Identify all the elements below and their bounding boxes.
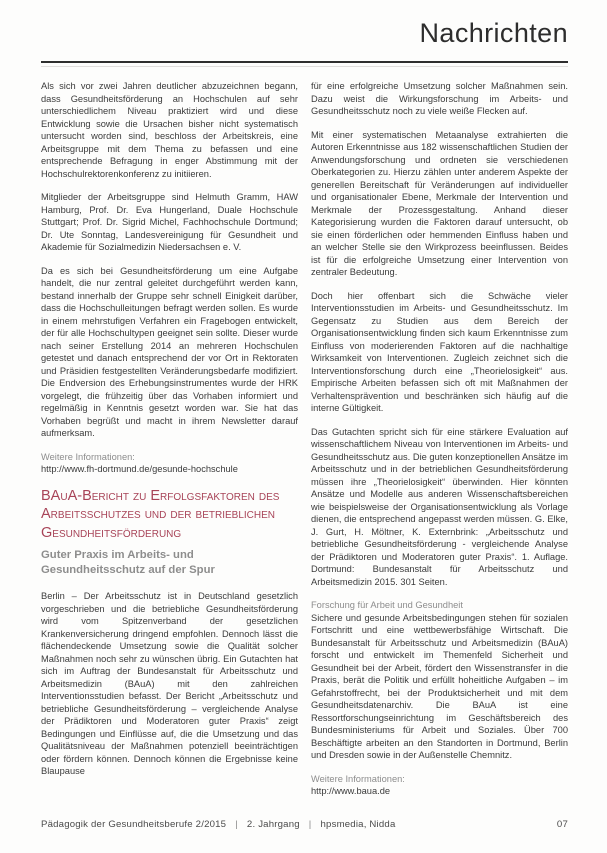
- section-heading: BAuA-Bericht zu Erfolgsfaktoren des Arbeitsschutzes und der betrieblichen Gesundheitsförderung: [41, 487, 280, 541]
- news-paragraph: Als sich vor zwei Jahren deutlicher abzuzeichnen begann, dass Gesundheitsförderung an Hochschulen auf sehr unterschiedlichem Niveau praktiziert wird und diese Entwicklung sowie die Ursachen bisher nicht systematisch untersucht worden sind, beschloss der Arbeitskreis, eine Arbeitsgruppe mit dem Thema zu befassen und eine entsprechende Befragung in enger Abstimmung mit der Hochschulrektorenkonferenz zu initiieren.: [41, 81, 298, 179]
- page-footer: [41, 819, 568, 830]
- header-rule: [41, 61, 568, 63]
- news-paragraph: Doch hier offenbart sich die Schwäche vieler Interventionsstudien im Arbeits- und Gesundheitsschutz. Im Gegensatz zu Studien aus dem Bereich der Organisationsentwicklung finden sich kaum Erkenntnisse zum Einfluss von moderierenden Faktoren auf die nachhaltige Wirksamkeit von Interventionen. Zugleich zeichnet sich die Interventionsforschung durch eine „Theorielosigkeit“ aus. Empirische Arbeiten befassen sich oft mit Maßnahmen der Verhaltensprävention und beschränken sich häufig auf die interne Gültigkeit.: [311, 290, 568, 413]
- news-paragraph: Sichere und gesunde Arbeitsbedingungen stehen für sozialen Fortschritt und eine wettbewerbsfähige Wirtschaft. Die Bundesanstalt für Arbeitsschutz und Arbeitsmedizin (BAuA) forscht und entwickelt im Themenfeld Sicherheit und Gesundheit bei der Arbeit, fördert den Wissenstransfer in die Praxis, berät die Politik und erfüllt hoheitliche Aufgaben – im Gefahrstoffrecht, bei der Produktsicherheit und mit dem Gesundheitsdatenarchiv. Die BAuA ist eine Ressortforschungseinrichtung im Geschäftsbereich des Bundesministeriums für Arbeit und Soziales. Über 700 Beschäftigte arbeiten an den Standorten in Dortmund, Berlin und Dresden sowie in der Außenstelle Chemnitz.: [311, 612, 568, 760]
- news-paragraph: Da es sich bei Gesundheitsförderung um eine Aufgabe handelt, die nur zentral geleitet durchgeführt werden kann, bestand innerhalb der Gruppe sehr schnell Einigkeit darüber, dass die Hochschulleitungen befragt werden sollen. Es wurde in einem mehrstufigen Verfahren ein Fragebogen entwickelt, der für alle Hochschultypen geeignet sein sollte. Dieser wurde nach seiner Erstellung 2014 an mehreren Hochschulen getestet und danach entsprechend der vor Ort in Rektoraten und Präsidien festgestellten Veränderungsbedarfe modifiziert. Die Endversion des Erhebungsinstrumentes wurde der HRK vorgelegt, die frühzeitig über das Vorhaben informiert und regelmäßig in Kenntnis gesetzt worden war. Sie hat das Vorhaben begrüßt und macht in ihrem Newsletter darauf aufmerksam.: [41, 265, 298, 438]
- more-info-block: [41, 451, 298, 476]
- right-column: [311, 80, 568, 809]
- footer-page-number: 07: [556, 819, 568, 830]
- news-paragraph: Mitglieder der Arbeitsgruppe sind Helmuth Gramm, HAW Hamburg, Prof. Dr. Eva Hungerland, Duale Hochschule Stuttgart; Prof. Dr. Sigrid Michel, Fachhochschule Dortmund; Dr. Ute Sonntag, Landesvereinigung für Gesundheit und Akademie für Sozialmedizin Niedersachsen e. V.: [41, 192, 298, 252]
- footer-separator: |: [308, 819, 312, 830]
- header-rule-shadow: [41, 66, 568, 67]
- more-info-url: http://www.baua.de: [311, 786, 391, 796]
- inline-subheading: Forschung für Arbeit und Gesundheit: [311, 600, 463, 610]
- footer-separator: |: [235, 819, 238, 830]
- footer-journal: Pädagogik der Gesundheitsberufe 2/2015: [41, 819, 227, 830]
- more-info-label: Weitere Informationen:: [311, 773, 405, 784]
- article-body: [41, 80, 568, 809]
- news-paragraph: Das Gutachten spricht sich für eine stärkere Evaluation auf wissenschaftlichem Niveau von Interventionen im Arbeits- und Gesundheitsschutz aus. Die guten konzeptionellen Ansätze im Arbeitsschutz und in der betrieblichen Gesundheitsförderung müssen ihre „Theorielosigkeit“ überwinden. Hier könnten Ansätze und Modelle aus anderen Wissenschaftsbereichen wie beispielsweise der Organisationsentwicklung als Vorlage dienen, die entsprechend angepasst werden müssen. G. Elke, J. Gurt, H. Möltner, K. Externbrink: „Arbeitsschutz und betriebliche Gesundheitsförderung - vergleichende Analyse der Prädiktoren und Moderatoren guter Praxis“. 1. Auflage. Dortmund: Bundesanstalt für Arbeitsschutz und Arbeitsmedizin 2015. 301 Seiten.: [311, 426, 568, 587]
- left-column: [41, 80, 298, 809]
- footer-publisher: hpsmedia, Nidda: [320, 819, 396, 830]
- more-info-block: [311, 773, 568, 798]
- news-paragraph: Berlin – Der Arbeitsschutz ist in Deutschland gesetzlich vorgeschrieben und die betriebliche Gesundheitsförderung wird vom Spitzenverband der gesetzlichen Krankenversicherung dringend empfohlen. Dennoch lässt die flächendeckende Umsetzung sowie die Qualität solcher Maßnahmen noch sehr zu wünschen übrig. Ein Gutachten hat sich im Auftrag der Bundesanstalt für Arbeitsschutz und Arbeitsmedizin (BAuA) mit den zahlreichen Interventionsstudien befasst. Der Bericht „Arbeitsschutz und betriebliche Gesundheitsförderung – vergleichende Analyse der Prädiktoren und Moderatoren guter Praxis“ zeigt Bedingungen und Einflüsse auf, die die Umsetzung und das Qualitätsniveau der Maßnahmen potenziell beeinträchtigen oder fördern können. Dennoch können die Ergebnisse keine Blaupause: [41, 591, 298, 776]
- news-paragraph: Mit einer systematischen Metaanalyse extrahierten die Autoren Erkenntnisse aus 182 wissenschaftlichen Studien der Anwendungsforschung und ordneten sie verschiedenen Oberkategorien zu. Hierzu zählen unter anderem Aspekte der generellen Bereitschaft für Veränderungen auf individueller und organisationaler Ebene, Merkmale der Intervention und Merkmale der Prozessgestaltung. Anhand dieser Kategorisierung wurden die Faktoren darauf untersucht, ob sie einen förderlichen oder hemmenden Einfluss haben und an welcher Stelle sie den Wirkprozess beeinflussen. Beides ist für die erfolgreiche Umsetzung einer Intervention von zentraler Bedeutung.: [311, 129, 568, 277]
- more-info-url: http://www.fh-dortmund.de/gesunde-hochschule: [41, 464, 238, 474]
- footer-volume: 2. Jahrgang: [246, 819, 300, 830]
- news-paragraph: für eine erfolgreiche Umsetzung solcher Maßnahmen sein. Dazu weist die Wirkungsforschung im Arbeits- und Gesundheitsschutz noch zu viele weiße Flecken auf.: [311, 81, 568, 116]
- section-subheading: Guter Praxis im Arbeits- und Gesundheitsschutz auf der Spur: [41, 549, 215, 576]
- page-title: Nachrichten: [419, 18, 568, 48]
- more-info-label: Weitere Informationen:: [41, 451, 135, 462]
